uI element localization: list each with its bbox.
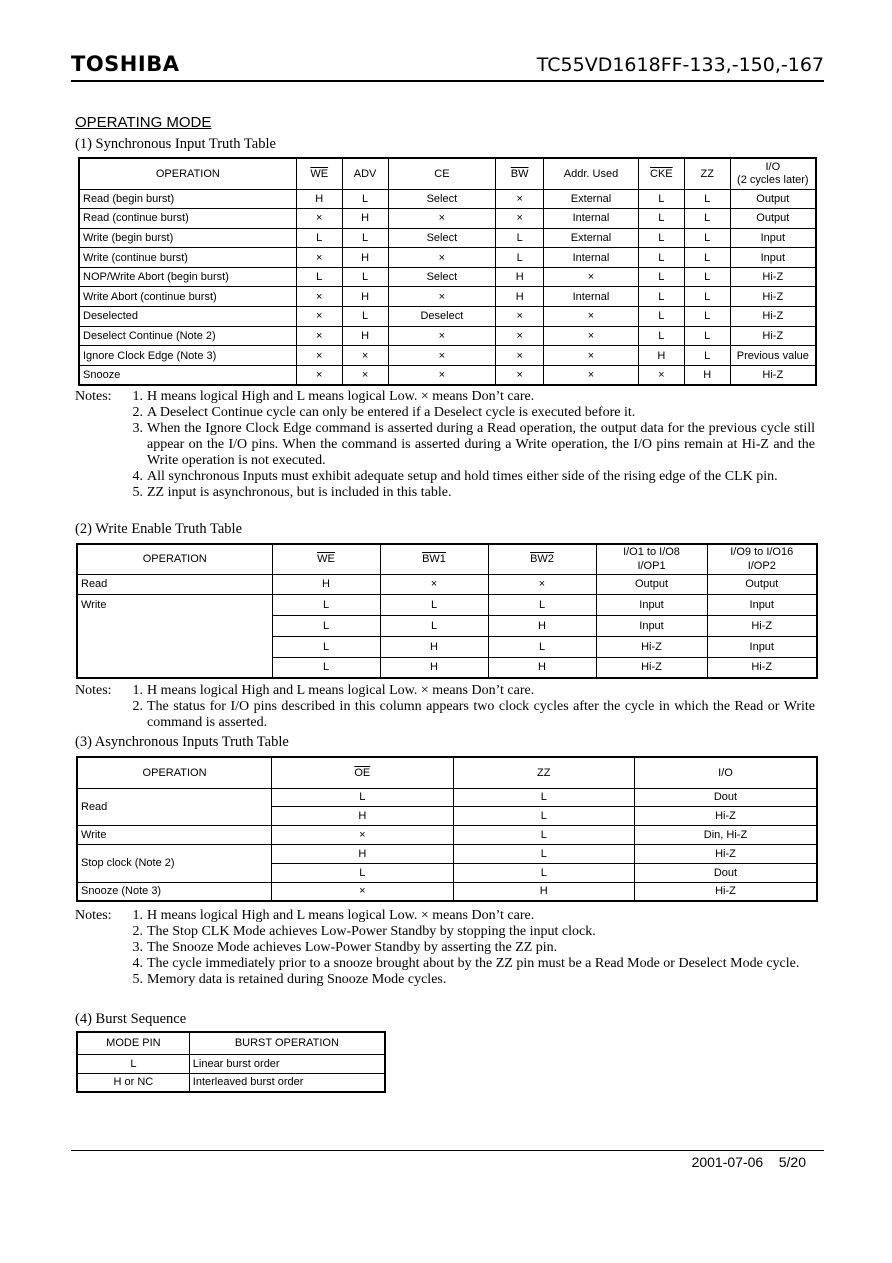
cell: × [496,189,544,209]
table-row [77,1054,385,1073]
cell: Hi-Z [730,326,816,346]
row-operation: Read (begin burst) [79,189,296,209]
row-operation: Write (continue burst) [79,248,296,268]
cell: Dout [634,863,817,882]
cell: H [380,657,488,678]
header-zz: ZZ [453,757,634,788]
table-row [79,346,816,366]
header-adv: ADV [342,158,388,189]
table-row [79,307,816,327]
header-io: I/O [634,757,817,788]
header-ce: CE [388,158,496,189]
brand-logo: TOSHIBA [71,52,180,76]
notes-label [75,469,123,485]
cell: L [638,326,684,346]
page-number: 5/20 [778,1154,806,1170]
note-text: A Deselect Continue cycle can only be entered if a Deselect cycle is executed before it. [147,405,636,420]
header-we: $\overline{WE}$ [272,544,380,574]
cell: L [453,863,634,882]
cell: Input [707,636,817,657]
cell: H [342,326,388,346]
note-number: 2. [132,405,143,420]
note-text: ZZ input is asynchronous, but is included in this table. [147,485,452,500]
footer-date: 2001-07-06 [691,1154,764,1170]
cell: L [453,844,634,863]
header-io-sub: (2 cycles later) [737,173,809,186]
synchronous-input-truth-table [78,157,817,386]
cell: L [496,228,544,248]
cell: Input [730,248,816,268]
cell: L [638,228,684,248]
note-number: 1. [132,389,143,404]
row-operation: NOP/Write Abort (begin burst) [79,267,296,287]
cell: L [272,615,380,636]
table-row [79,189,816,209]
table4-title: (4) Burst Sequence [75,1011,187,1027]
cell: × [544,267,639,287]
cell: Hi-Z [596,657,707,678]
row-operation: Read [77,574,272,594]
note-item [75,940,815,956]
cell: Dout [634,788,817,806]
table-row [79,326,816,346]
notes-label [75,972,123,988]
header-bw: $\overline{BW}$ [496,158,544,189]
cell: Output [730,189,816,209]
cell: × [296,248,342,268]
table-row [77,844,817,863]
cell: Din, Hi-Z [634,825,817,844]
note-text: The Stop CLK Mode achieves Low-Power Standby by stopping the input clock. [147,924,596,939]
cell: H [496,267,544,287]
cell: L [638,287,684,307]
cell: Hi-Z [634,806,817,825]
cell: × [272,825,453,844]
cell: Output [730,209,816,229]
row-operation: Write Abort (continue burst) [79,287,296,307]
cell: Hi-Z [730,267,816,287]
cell: Previous value [730,346,816,366]
cell: L [488,636,596,657]
cell: × [544,365,639,385]
cell: L [342,307,388,327]
cell: L [638,248,684,268]
note-item [75,405,815,421]
cell: × [380,574,488,594]
cell: Internal [544,209,639,229]
notes-label [75,405,123,421]
note-item [75,485,815,501]
cell: Interleaved burst order [189,1073,385,1092]
cell: L [684,267,730,287]
cell: Deselect [388,307,496,327]
cell: Input [596,615,707,636]
cell: H [488,657,596,678]
cell: Hi-Z [634,844,817,863]
note-number: 2. [132,699,143,714]
header-bw1: BW1 [380,544,488,574]
cell: Input [596,594,707,615]
header-io [730,158,816,189]
note-text: H means logical High and L means logical Low. × means Don’t care. [147,908,535,923]
cell: Select [388,267,496,287]
note-number: 3. [132,421,143,436]
cell: × [388,287,496,307]
cell: H [496,287,544,307]
cell: × [272,882,453,901]
cell: Hi-Z [707,615,817,636]
cell: H [296,189,342,209]
cell: H [342,248,388,268]
note-text: The status for I/O pins described in this column appears two clock cycles after the cycle in which the Read or Write command is asserted. [147,699,815,730]
note-text: H means logical High and L means logical Low. × means Don’t care. [147,683,535,698]
cell: × [296,209,342,229]
cell: × [296,287,342,307]
header-mode-pin: MODE PIN [77,1032,189,1054]
cell: × [296,365,342,385]
table-row [77,882,817,901]
header-io1-io8 [596,544,707,574]
cell: L [684,326,730,346]
notes-label: Notes: [75,683,112,698]
cell: L [342,189,388,209]
note-item [75,469,815,485]
note-item [75,421,815,469]
cell: Select [388,228,496,248]
cell: L [380,594,488,615]
cell: L [272,657,380,678]
cell: × [296,307,342,327]
note-number: 4. [132,469,143,484]
notes-2 [75,683,815,731]
notes-label [75,956,123,972]
note-item [75,683,815,699]
cell: L [272,594,380,615]
cell: Hi-Z [634,882,817,901]
part-number: TC55VD1618FF-133,-150,-167 [536,54,824,76]
header-operation: OPERATION [77,544,272,574]
cell: L [380,615,488,636]
header-cke: $\overline{CKE}$ [638,158,684,189]
cell: L [272,788,453,806]
note-text: The Snooze Mode achieves Low-Power Standby by asserting the ZZ pin. [147,940,558,955]
header-oe: $\overline{OE}$ [272,757,453,788]
header-zz: ZZ [684,158,730,189]
burst-sequence-table [76,1031,386,1093]
cell: L [496,248,544,268]
note-item [75,972,815,988]
note-item [75,956,815,972]
page-footer [692,1154,806,1170]
header-io9-io16 [707,544,817,574]
cell: H [272,844,453,863]
write-enable-truth-table [76,543,818,679]
table-row [77,574,817,594]
cell: × [496,346,544,366]
header-operation: OPERATION [79,158,296,189]
table-row [77,788,817,806]
note-number: 5. [132,972,143,987]
page-header [71,52,824,82]
cell: Hi-Z [707,657,817,678]
cell: × [488,574,596,594]
cell: H [453,882,634,901]
cell: L [638,209,684,229]
cell: × [342,346,388,366]
header-iop1-label: I/OP1 [637,560,666,573]
cell: L [272,863,453,882]
notes-label: Notes: [75,908,112,923]
cell: L [684,209,730,229]
note-number: 4. [132,956,143,971]
cell: × [638,365,684,385]
cell: × [388,326,496,346]
cell: × [388,209,496,229]
cell: H [380,636,488,657]
row-operation: Ignore Clock Edge (Note 3) [79,346,296,366]
cell: × [496,365,544,385]
notes-label: Notes: [75,389,112,404]
header-burst-operation: BURST OPERATION [189,1032,385,1054]
cell: Output [707,574,817,594]
cell: L [342,267,388,287]
cell: Internal [544,248,639,268]
note-item [75,908,815,924]
cell: Linear burst order [189,1054,385,1073]
cell: H or NC [77,1073,189,1092]
table-row [79,209,816,229]
cell: L [638,189,684,209]
table-row [77,825,817,844]
row-operation: Deselect Continue (Note 2) [79,326,296,346]
header-io1-io8-label: I/O1 to I/O8 [623,546,680,559]
cell: H [272,574,380,594]
cell: Select [388,189,496,209]
cell: × [342,365,388,385]
header-io-label: I/O [765,160,781,173]
cell: L [684,228,730,248]
note-number: 1. [132,683,143,698]
cell: × [388,365,496,385]
header-iop2-label: I/OP2 [747,560,776,573]
header-we: $\overline{WE}$ [296,158,342,189]
note-item [75,389,815,405]
note-text: The cycle immediately prior to a snooze brought about by the ZZ pin must be a Read Mode or Deselect Mode cycle. [147,956,800,971]
note-item [75,699,815,731]
cell: L [488,594,596,615]
cell: Hi-Z [730,287,816,307]
cell: L [453,788,634,806]
note-number: 5. [132,485,143,500]
cell: L [684,346,730,366]
table1-body [79,189,816,385]
row-operation: Read [77,788,272,825]
asynchronous-inputs-truth-table [76,756,818,902]
cell: × [544,326,639,346]
header-addr-used: Addr. Used [544,158,639,189]
cell: H [488,615,596,636]
cell: × [496,326,544,346]
note-number: 2. [132,924,143,939]
cell: × [388,248,496,268]
table-row [79,267,816,287]
cell: Hi-Z [730,307,816,327]
cell: H [342,209,388,229]
table-row [79,248,816,268]
notes-label [75,940,123,956]
cell: Hi-Z [596,636,707,657]
cell: Hi-Z [730,365,816,385]
section-title: OPERATING MODE [75,114,212,131]
cell: Output [596,574,707,594]
footer-divider [71,1150,824,1151]
cell: × [496,307,544,327]
row-operation: Write [77,825,272,844]
notes-3 [75,908,815,988]
header-bw2: BW2 [488,544,596,574]
note-number: 3. [132,940,143,955]
cell: × [388,346,496,366]
note-text: H means logical High and L means logical Low. × means Don’t care. [147,389,535,404]
table2-title: (2) Write Enable Truth Table [75,521,243,537]
cell: H [272,806,453,825]
table-row [77,1073,385,1092]
cell: × [544,346,639,366]
cell: L [684,248,730,268]
cell: L [684,307,730,327]
row-operation: Deselected [79,307,296,327]
note-text: Memory data is retained during Snooze Mode cycles. [147,972,447,987]
cell: Internal [544,287,639,307]
notes-label [75,699,123,731]
cell: L [453,806,634,825]
cell: × [296,346,342,366]
cell: L [296,267,342,287]
cell: L [296,228,342,248]
cell: L [638,307,684,327]
table3-title: (3) Asynchronous Inputs Truth Table [75,734,289,750]
table-row [77,594,817,615]
table-row [79,228,816,248]
row-operation: Write [77,594,272,678]
notes-label [75,421,123,469]
cell: Input [707,594,817,615]
table-row [79,287,816,307]
note-text: All synchronous Inputs must exhibit adequate setup and hold times either side of the rising edge of the CLK pin. [147,469,778,484]
cell: L [684,287,730,307]
cell: H [638,346,684,366]
row-operation: Snooze [79,365,296,385]
note-text: When the Ignore Clock Edge command is asserted during a Read operation, the output data for the previous cycle still appear on the I/O pins. When the command is asserted during a Write operation, the I/O pins remain at Hi-Z and the Write operation is not executed. [147,421,815,468]
row-operation: Read (continue burst) [79,209,296,229]
cell: L [272,636,380,657]
cell: External [544,189,639,209]
cell: L [453,825,634,844]
notes-label [75,924,123,940]
notes-label [75,485,123,501]
row-operation: Snooze (Note 3) [77,882,272,901]
table-row [79,365,816,385]
header-operation: OPERATION [77,757,272,788]
cell: Input [730,228,816,248]
note-number: 1. [132,908,143,923]
table1-title: (1) Synchronous Input Truth Table [75,136,276,152]
cell: × [496,209,544,229]
note-item [75,924,815,940]
cell: L [342,228,388,248]
cell: × [544,307,639,327]
cell: External [544,228,639,248]
row-operation: Stop clock (Note 2) [77,844,272,882]
notes-1 [75,389,815,501]
row-operation: Write (begin burst) [79,228,296,248]
cell: H [342,287,388,307]
cell: L [684,189,730,209]
cell: L [77,1054,189,1073]
cell: H [684,365,730,385]
header-io9-io16-label: I/O9 to I/O16 [730,546,794,559]
cell: × [296,326,342,346]
cell: L [638,267,684,287]
